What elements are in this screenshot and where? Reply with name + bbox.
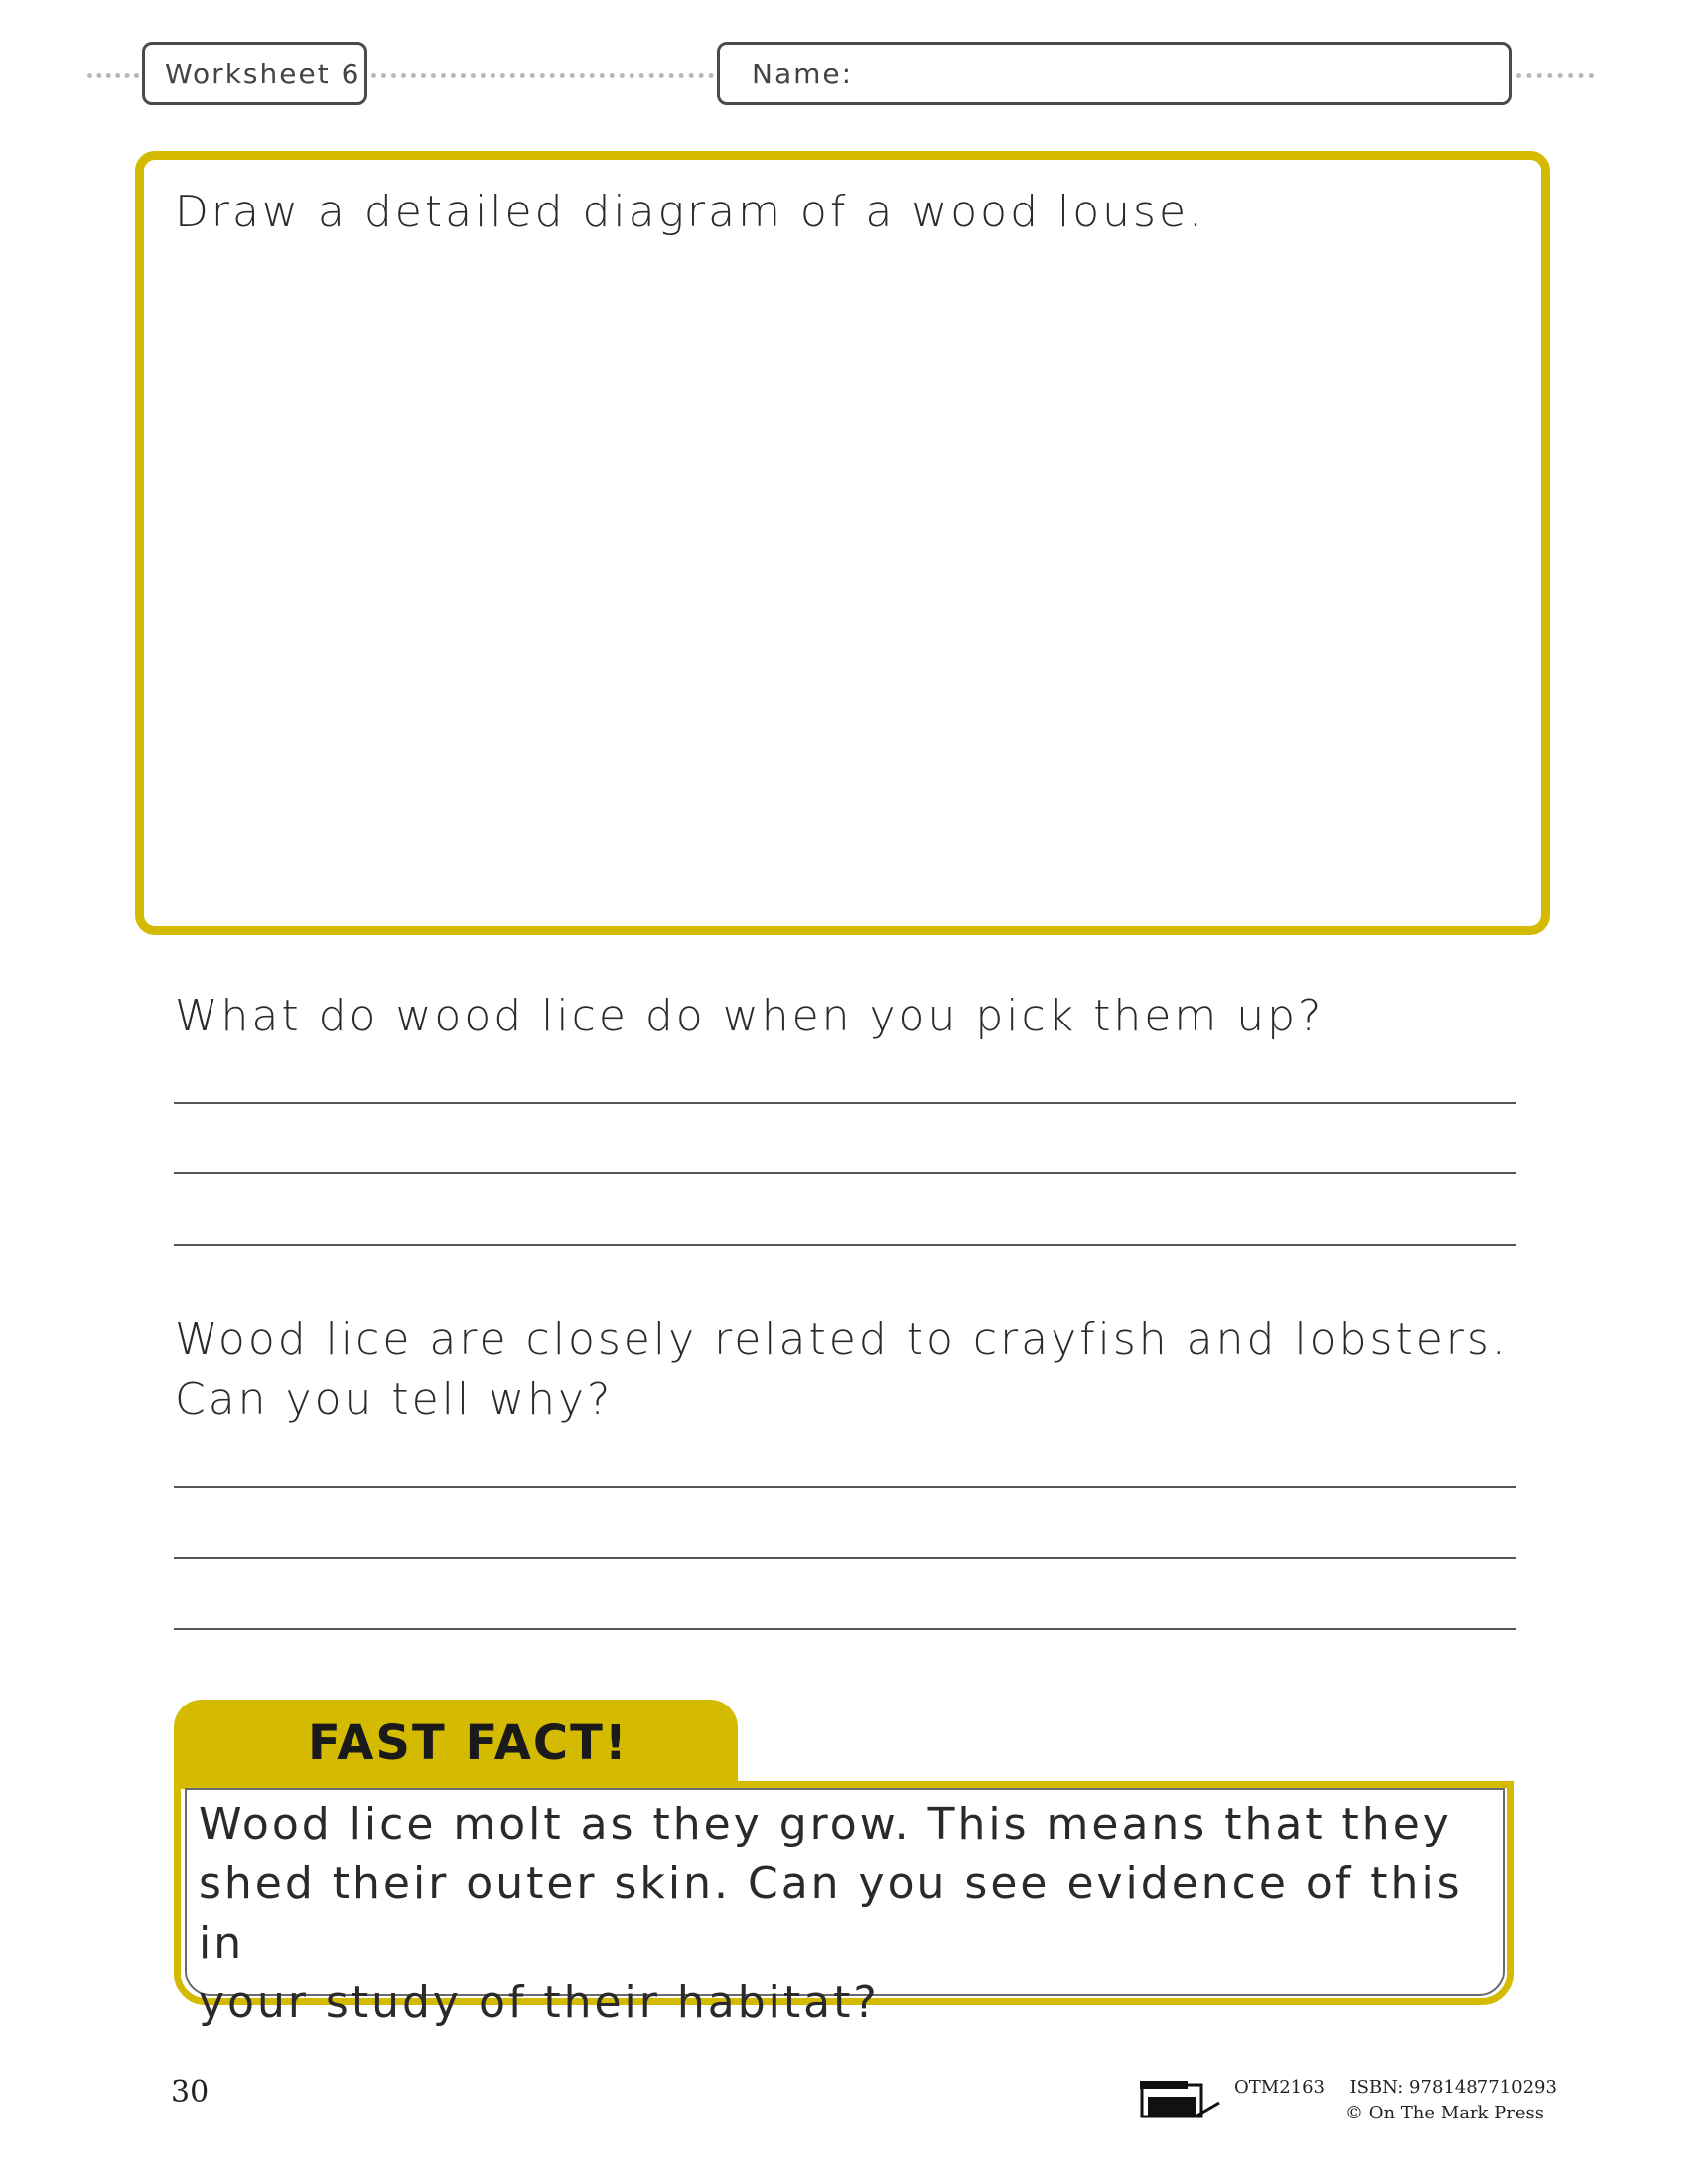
name-field[interactable] xyxy=(717,42,1512,105)
isbn: ISBN: 9781487710293 xyxy=(1349,2077,1557,2098)
header-dots-left xyxy=(87,73,139,78)
answer-line[interactable] xyxy=(174,1486,1516,1488)
footer-code-isbn xyxy=(1234,2077,1557,2098)
answer-line[interactable] xyxy=(174,1628,1516,1630)
answer-line[interactable] xyxy=(174,1557,1516,1559)
header-dots-right xyxy=(1516,73,1594,78)
draw-task-prompt: Draw a detailed diagram of a wood louse. xyxy=(175,187,1206,237)
on-the-mark-press-logo-icon xyxy=(1140,2077,1221,2124)
worksheet-label-box xyxy=(142,42,367,105)
fast-fact-text xyxy=(199,1795,1489,2033)
fast-fact-title: FAST FACT! xyxy=(308,1715,629,1771)
name-label: Name: xyxy=(752,57,854,90)
worksheet-label: Worksheet 6 xyxy=(165,57,361,90)
product-code: OTM2163 xyxy=(1234,2077,1326,2098)
header-dots-middle xyxy=(371,73,714,78)
answer-line[interactable] xyxy=(174,1102,1516,1104)
page-number: 30 xyxy=(171,2075,210,2110)
diagram-drawing-area[interactable] xyxy=(135,151,1550,935)
question-2-line-2: Can you tell why? xyxy=(175,1374,614,1425)
copyright: © On The Mark Press xyxy=(1345,2103,1545,2123)
fast-fact-line-1: Wood lice molt as they grow. This means that they xyxy=(199,1799,1452,1849)
fast-fact-line-3: your study of their habitat? xyxy=(199,1978,880,2028)
question-1-text: What do wood lice do when you pick them up? xyxy=(175,991,1325,1041)
answer-line[interactable] xyxy=(174,1172,1516,1174)
answer-line[interactable] xyxy=(174,1244,1516,1246)
question-2-line-1: Wood lice are closely related to crayfish and lobsters. xyxy=(175,1314,1509,1365)
fast-fact-line-2: shed their outer skin. Can you see evidence of this in xyxy=(199,1858,1463,1969)
